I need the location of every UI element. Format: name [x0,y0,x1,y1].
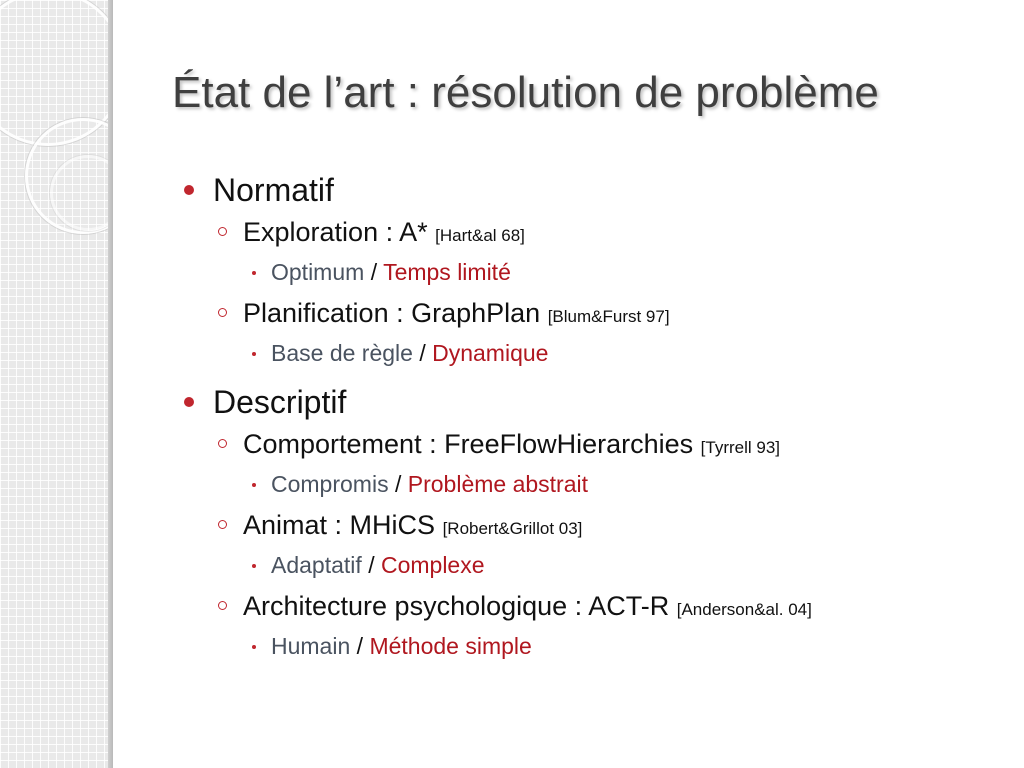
sub-sub-bullet-tradeoff [180,545,1000,586]
sub-bullet-planification [180,293,1000,333]
slide-content [180,162,1000,667]
item-label: Animat : MHiCS [243,510,436,540]
sub-sub-bullet-tradeoff [180,626,1000,667]
bullet-ring-icon [218,308,227,317]
bullet-small-dot-icon [252,564,256,568]
separator: / [394,471,402,497]
drawback-text: Complexe [380,552,485,578]
bullet-ring-icon [218,227,227,236]
advantage-text: Adaptatif [271,552,362,578]
drawback-text: Temps limité [383,259,511,285]
item-label: Planification : GraphPlan [243,298,541,328]
separator: / [368,552,375,578]
item-label: Comportement : FreeFlowHierarchies [243,429,694,459]
advantage-text: Base de règle [271,340,413,366]
sub-bullet-architecture [180,586,1000,626]
advantage-text: Compromis [271,471,389,497]
sub-bullet-exploration [180,212,1000,252]
item-reference: [Anderson&al. 04] [676,600,812,619]
sub-bullet-animat [180,505,1000,545]
bullet-dot-icon [184,397,194,407]
bullet-normatif [180,168,1000,212]
item-reference: [Robert&Grillot 03] [442,519,583,538]
drawback-text: Dynamique [432,340,549,366]
advantage-text: Humain [271,633,351,659]
separator: / [419,340,426,366]
bullet-ring-icon [218,439,227,448]
sub-sub-bullet-tradeoff [180,464,1000,505]
item-reference: [Blum&Furst 97] [547,307,670,326]
item-label: Exploration : A* [243,217,428,247]
item-reference: [Hart&al 68] [435,226,525,245]
sub-sub-bullet-tradeoff [180,333,1000,374]
bullet-ring-icon [218,601,227,610]
separator: / [370,259,378,285]
bullet-small-dot-icon [252,483,256,487]
advantage-text: Optimum [271,259,365,285]
item-reference: [Tyrrell 93] [700,438,781,457]
decorative-sidebar [0,0,113,768]
drawback-text: Méthode simple [369,633,532,659]
bullet-dot-icon [184,185,194,195]
item-label: Architecture psychologique : ACT-R [243,591,670,621]
bullet-small-dot-icon [252,645,256,649]
bullet-descriptif [180,380,1000,424]
separator: / [356,633,364,659]
sub-sub-bullet-tradeoff [180,252,1000,293]
sidebar-edge [108,0,113,768]
section-label: Descriptif [213,384,347,420]
section-label: Normatif [213,172,334,208]
slide-title: État de l’art : résolution de problème [172,68,879,117]
bullet-ring-icon [218,520,227,529]
drawback-text: Problème abstrait [407,471,588,497]
bullet-small-dot-icon [252,271,256,275]
bullet-small-dot-icon [252,352,256,356]
sub-bullet-comportement [180,424,1000,464]
